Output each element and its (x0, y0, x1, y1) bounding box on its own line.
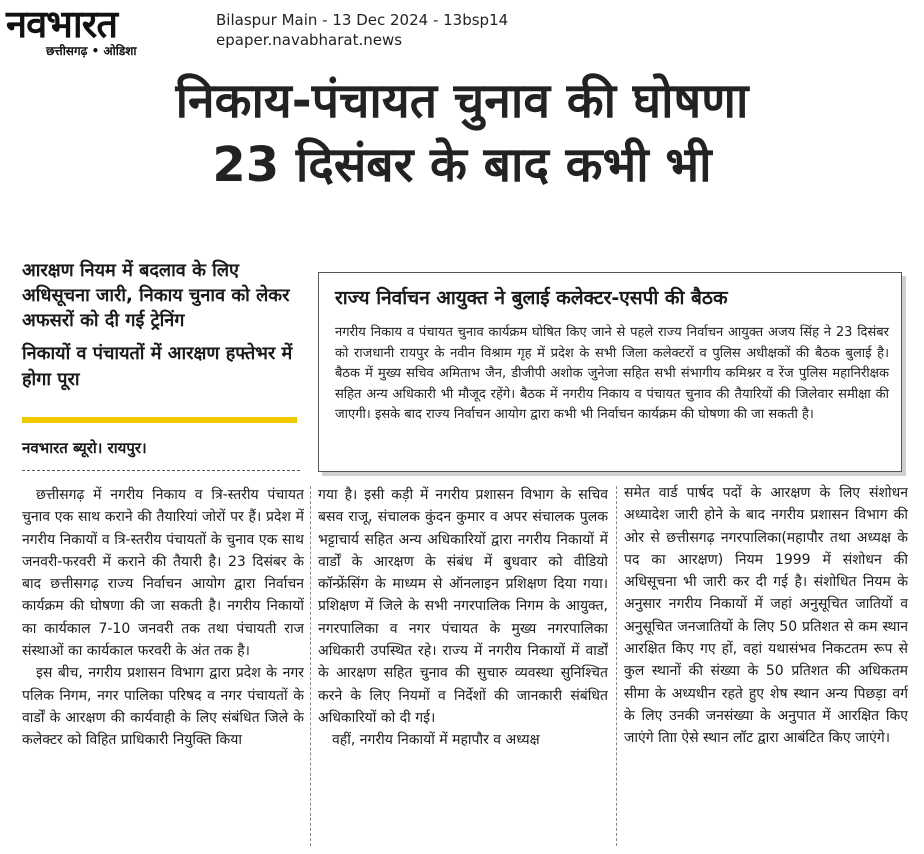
box-body: नगरीय निकाय व पंचायत चुनाव कार्यक्रम घोषित किए जाने से पहले राज्य निर्वाचन आयुक्त अजय सिंह ने 23 दिसंबर को राजधानी रायपुर के नवीन विश्राम गृह में प्रदेश के सभी जिला कलेक्टरों व पुलिस अधीक्षकों की बैठक बुलाई है। बैठक में मुख्य सचिव अमिताभ जैन, डीजीपी अशोक जुनेजा सहित सभी संभागीय कमिश्नर व रेंज पुलिस महानिरीक्षक सहित अन्य अधिकारी भी मौजूद रहेंगे। बैठक में नगरीय निकाय व पंचायत चुनाव की तैयारियों की जिलेवार समीक्षा की जाएगी। इसके बाद राज्य निर्वाचन आयोग द्वारा कभी भी निर्वाचन कार्यक्रम की घोषणा की जा सकती है। (335, 325, 889, 422)
main-headline (0, 70, 924, 196)
article-paragraph: गया है। इसी कड़ी में नगरीय प्रशासन विभाग के सचिव बसव राजू, संचालक कुंदन कुमार व अपर संचालक पुलक भट्टाचार्य सहित अन्य अधिकारियों द्वारा नगरीय निकायों में वार्डों के आरक्षण के संबंध में बुधवार को वीडियो कॉन्फ्रेंसिंग के माध्यम से ऑनलाइन प्रशिक्षण दिया गया। प्रशिक्षण में जिले के सभी नगरपालिक निगम के आयुक्त, नगरपालिका व नगर पंचायत के मुख्य नगरपालिका अधिकारी उपस्थित रहे। राज्य में नगरीय निकायों में वार्डों के आरक्षण सहित चुनाव की सुचारु व्यवस्था सुनिश्चित करने के लिए नियमों व निर्देशों की जानकारी संबंधित अधिकारियों को दी गई। (318, 487, 608, 726)
article-column-2 (318, 484, 608, 849)
column-rule (616, 486, 617, 846)
subhead-notification: आरक्षण नियम में बदलाव के लिए अधिसूचना जारी, निकाय चुनाव को लेकर अफसरों को दी गई ट्रेनिंग (22, 260, 290, 331)
edition-line: Bilaspur Main - 13 Dec 2024 - 13bsp14 (216, 11, 509, 29)
edition-meta (216, 10, 508, 50)
accent-bar (22, 417, 297, 423)
article-column-1 (22, 484, 304, 849)
headline-line-2: 23 दिसंबर के बाद कभी भी (212, 137, 712, 193)
article-paragraph: छत्तीसगढ़ में नगरीय निकाय व त्रि-स्तरीय पंचायत चुनाव एक साथ कराने की तैयारियां जोरों पर हैं। प्रदेश में नगरीय निकायों व त्रि-स्तरीय पंचायतों के चुनाव एक साथ जनवरी-फरवरी में कराने की तैयारी है। 23 दिसंबर के बाद छत्तीसगढ़ राज्य निर्वाचन आयोग द्वारा निर्वाचन कार्यक्रम की घोषणा की जा सकती है। नगरीय निकायों का कार्यकाल 7-10 जनवरी तक तथा पंचायती राज संस्थाओं का कार्यकाल फरवरी के अंत तक है। (22, 487, 304, 660)
logo-region: छत्तीसगढ़ • ओडिशा (46, 44, 137, 58)
logo-wordmark: नवभारत (6, 1, 117, 46)
article-paragraph: वहीं, नगरीय निकायों में महापौर व अध्यक्ष (332, 732, 540, 749)
article-paragraph: समेत वार्ड पार्षद पदों के आरक्षण के लिए संशोधन अध्यादेश जारी होने के बाद नगरीय प्रशासन विभाग की ओर से छत्तीसगढ़ नगरपालिका(महापौर तथा अध्यक्ष के पद का आरक्षण) नियम 1999 में संशोधन की अधिसूचना भी जारी कर दी गई है। संशोधित नियम के अनुसार नगरीय निकायों में जहां अनुसूचित जातियों व अनुसूचित जनजातियों के लिए 50 प्रतिशत से कम स्थान आरक्षित किए गए हों, वहां यथासंभव निकटतम रूप से कुल स्थानों की संख्या के 50 प्रतिशत की अधिकतम सीमा के अध्यधीन रहते हुए शेष स्थान अन्य पिछड़ा वर्ग के लिए उनकी जनसंख्या के अनुपात में आरक्षित किए जाएंगे तिाा ऐसे स्थान लॉट द्वारा आबंटित किए जाएंगे। (624, 485, 908, 747)
column-rule (310, 486, 311, 846)
sidebar-box (318, 272, 902, 472)
divider (22, 470, 300, 471)
box-title: राज्य निर्वाचन आयुक्त ने बुलाई कलेक्टर-एसपी की बैठक (335, 287, 728, 309)
headline-line-1: निकाय-पंचायत चुनाव की घोषणा (175, 73, 749, 129)
masthead (0, 0, 924, 62)
article-paragraph: इस बीच, नगरीय प्रशासन विभाग द्वारा प्रदेश के नगर पलिक निगम, नगर पालिका परिषद व नगर पंचायतों के वार्डों के आरक्षण की कार्यवाही के लिए संबंधित जिले के कलेक्टर को विहित प्राधिकारी नियुक्ति किया (22, 665, 304, 749)
article-column-3 (624, 482, 908, 847)
epaper-site: epaper.navabharat.news (216, 31, 403, 49)
subhead-reservation: निकायों व पंचायतों में आरक्षण हफ्तेभर में होगा पूरा (22, 343, 293, 390)
subheads (22, 258, 302, 393)
newspaper-logo (6, 1, 196, 60)
byline: नवभारत ब्यूरो। रायपुर। (22, 439, 147, 457)
